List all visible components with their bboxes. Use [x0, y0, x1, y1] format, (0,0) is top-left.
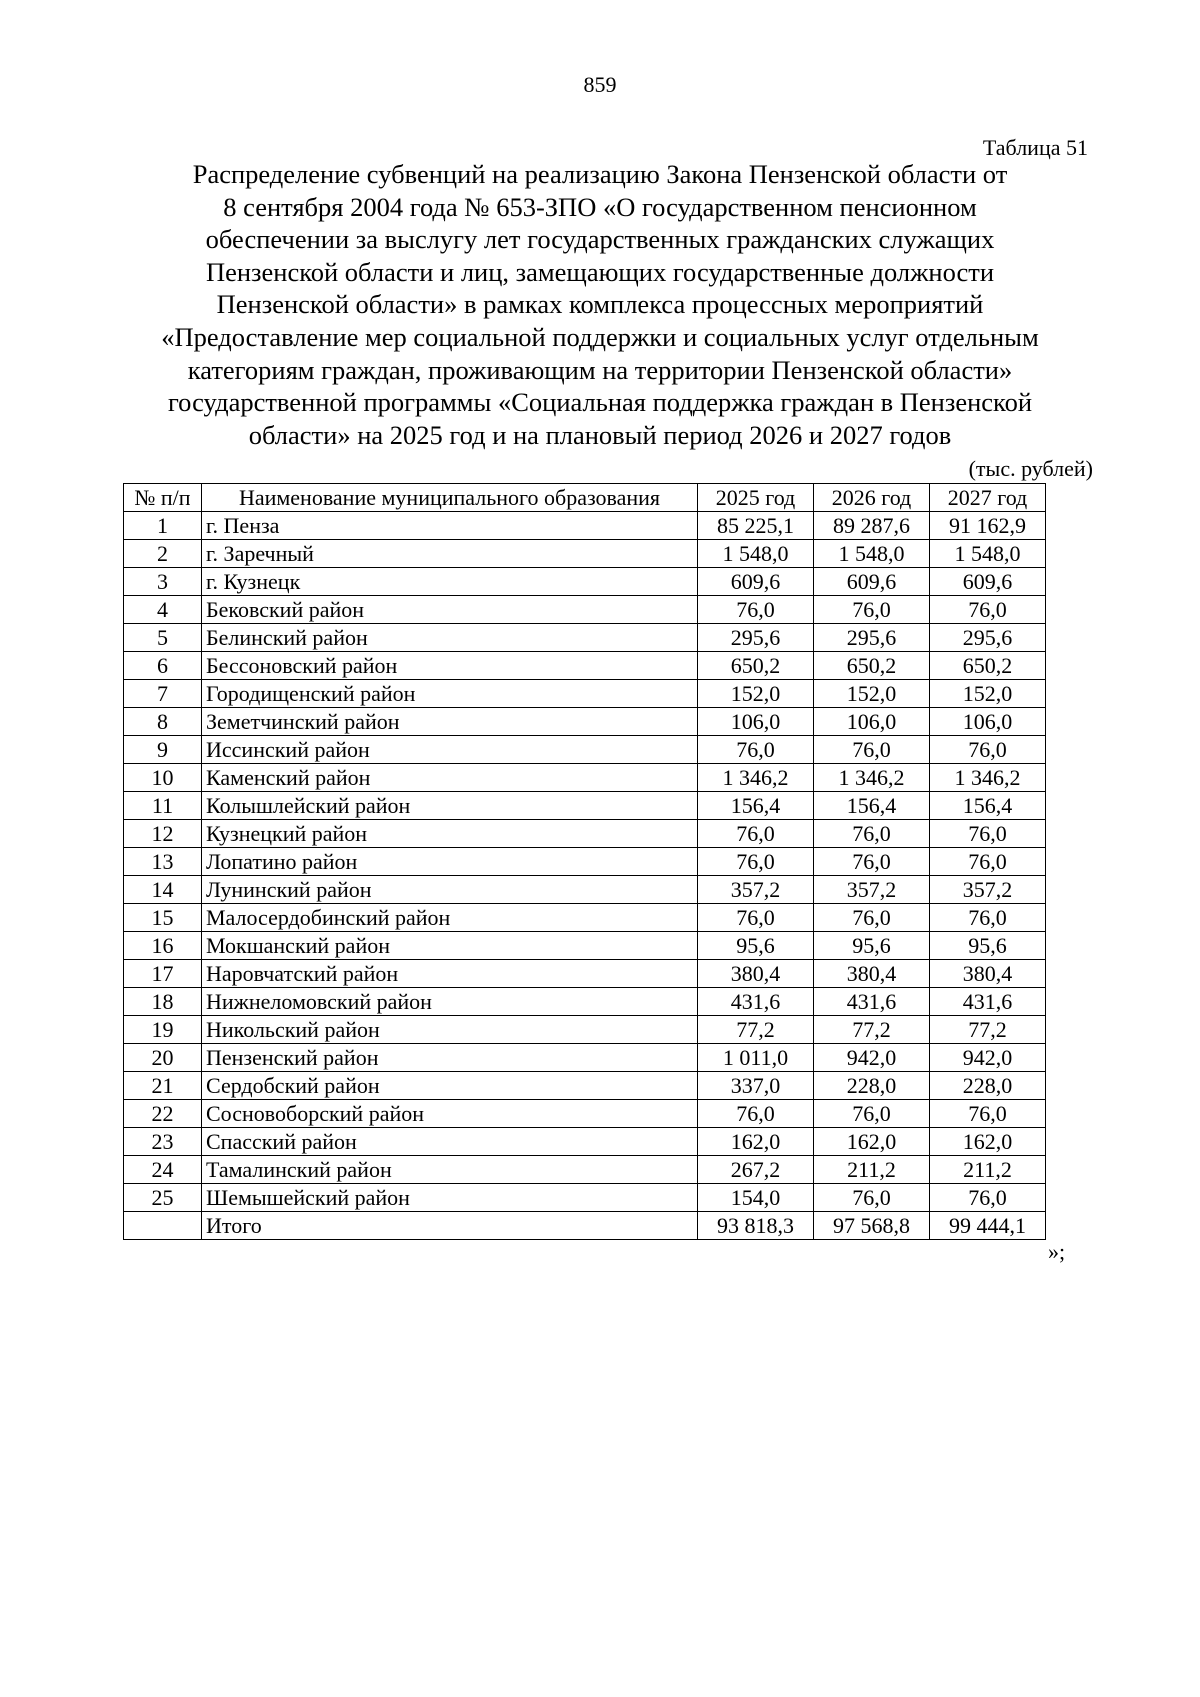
- municipality-name: Пензенский район: [202, 1044, 698, 1072]
- units-label: (тыс. рублей): [968, 456, 1093, 481]
- value-2026: 76,0: [814, 736, 930, 764]
- value-2025: 76,0: [698, 904, 814, 932]
- row-number: 16: [124, 932, 202, 960]
- municipality-name: Никольский район: [202, 1016, 698, 1044]
- value-2025: 295,6: [698, 624, 814, 652]
- value-2025: 1 548,0: [698, 540, 814, 568]
- value-2027: 76,0: [930, 736, 1046, 764]
- municipality-name: Белинский район: [202, 624, 698, 652]
- value-2026: 76,0: [814, 1100, 930, 1128]
- value-2026: 76,0: [814, 596, 930, 624]
- municipality-name: Бессоновский район: [202, 652, 698, 680]
- value-2025: 267,2: [698, 1156, 814, 1184]
- row-number: 6: [124, 652, 202, 680]
- table-row: [124, 736, 1046, 764]
- value-2025: 431,6: [698, 988, 814, 1016]
- heading-line: «Предоставление мер социальной поддержки и социальных услуг отдельным: [161, 321, 1039, 352]
- value-2025: 650,2: [698, 652, 814, 680]
- subvention-table: [123, 483, 1046, 1240]
- value-2025: 154,0: [698, 1184, 814, 1212]
- value-2027: 431,6: [930, 988, 1046, 1016]
- row-number: 10: [124, 764, 202, 792]
- municipality-name: Спасский район: [202, 1128, 698, 1156]
- row-number: 7: [124, 680, 202, 708]
- municipality-name: Иссинский район: [202, 736, 698, 764]
- municipality-name: Бековский район: [202, 596, 698, 624]
- row-number: 25: [124, 1184, 202, 1212]
- municipality-name: Лунинский район: [202, 876, 698, 904]
- value-2026: 156,4: [814, 792, 930, 820]
- value-2026: 76,0: [814, 1184, 930, 1212]
- value-2026: 106,0: [814, 708, 930, 736]
- value-2025: 337,0: [698, 1072, 814, 1100]
- value-2026: 77,2: [814, 1016, 930, 1044]
- value-2027: 1 548,0: [930, 540, 1046, 568]
- table-row: [124, 1016, 1046, 1044]
- value-2026: 380,4: [814, 960, 930, 988]
- value-2027: 152,0: [930, 680, 1046, 708]
- municipality-name: Кузнецкий район: [202, 820, 698, 848]
- table-heading: [110, 158, 1090, 451]
- value-2026: 76,0: [814, 904, 930, 932]
- value-2027: 156,4: [930, 792, 1046, 820]
- value-2027: 357,2: [930, 876, 1046, 904]
- value-2025: 1 346,2: [698, 764, 814, 792]
- value-2027: 76,0: [930, 904, 1046, 932]
- value-2026: 95,6: [814, 932, 930, 960]
- row-number: 14: [124, 876, 202, 904]
- value-2027: 76,0: [930, 848, 1046, 876]
- header-municipality: Наименование муниципального образования: [202, 484, 698, 512]
- value-2025: 152,0: [698, 680, 814, 708]
- header-2025: 2025 год: [698, 484, 814, 512]
- municipality-name: Наровчатский район: [202, 960, 698, 988]
- value-2026: 76,0: [814, 848, 930, 876]
- municipality-name: Земетчинский район: [202, 708, 698, 736]
- row-number: 9: [124, 736, 202, 764]
- table-row: [124, 1100, 1046, 1128]
- municipality-name: Сердобский район: [202, 1072, 698, 1100]
- table-row: [124, 848, 1046, 876]
- value-2027: 650,2: [930, 652, 1046, 680]
- table-row: [124, 708, 1046, 736]
- row-number: 13: [124, 848, 202, 876]
- table-row: [124, 1156, 1046, 1184]
- table-row: [124, 792, 1046, 820]
- municipality-name: Колышлейский район: [202, 792, 698, 820]
- value-2025: 106,0: [698, 708, 814, 736]
- value-2025: 609,6: [698, 568, 814, 596]
- row-number: 15: [124, 904, 202, 932]
- value-2027: 228,0: [930, 1072, 1046, 1100]
- municipality-name: Сосновоборский район: [202, 1100, 698, 1128]
- value-2027: 162,0: [930, 1128, 1046, 1156]
- row-number: 19: [124, 1016, 202, 1044]
- municipality-name: г. Заречный: [202, 540, 698, 568]
- heading-line: области» на 2025 год и на плановый период 2026 и 2027 годов: [248, 419, 952, 450]
- heading-line: Пензенской области» в рамках комплекса процессных мероприятий: [216, 289, 984, 320]
- value-2025: 77,2: [698, 1016, 814, 1044]
- municipality-name: Лопатино район: [202, 848, 698, 876]
- table-row: [124, 876, 1046, 904]
- table-row: [124, 1184, 1046, 1212]
- value-2027: 76,0: [930, 1100, 1046, 1128]
- value-2027: 211,2: [930, 1156, 1046, 1184]
- value-2027: 942,0: [930, 1044, 1046, 1072]
- value-2026: 152,0: [814, 680, 930, 708]
- value-2025: 76,0: [698, 820, 814, 848]
- row-number: 3: [124, 568, 202, 596]
- table-row: [124, 960, 1046, 988]
- value-2026: 357,2: [814, 876, 930, 904]
- value-2025: 76,0: [698, 736, 814, 764]
- table-row: [124, 652, 1046, 680]
- table-row: [124, 988, 1046, 1016]
- value-2027: 76,0: [930, 596, 1046, 624]
- value-2026: 228,0: [814, 1072, 930, 1100]
- value-2027: 295,6: [930, 624, 1046, 652]
- heading-line: Пензенской области и лиц, замещающих государственные должности: [205, 256, 995, 287]
- heading-line: Распределение субвенций на реализацию Закона Пензенской области от: [192, 159, 1008, 189]
- value-2026: 942,0: [814, 1044, 930, 1072]
- municipality-name: Шемышейский район: [202, 1184, 698, 1212]
- header-number: № п/п: [124, 484, 202, 512]
- value-2025: 162,0: [698, 1128, 814, 1156]
- table-row: [124, 596, 1046, 624]
- heading-line: государственной программы «Социальная поддержка граждан в Пензенской: [167, 387, 1033, 418]
- table-row: [124, 540, 1046, 568]
- municipality-name: Городищенский район: [202, 680, 698, 708]
- heading-line: 8 сентября 2004 года № 653-ЗПО «О государственном пенсионном: [223, 191, 977, 222]
- header-2027: 2027 год: [930, 484, 1046, 512]
- table-row: [124, 624, 1046, 652]
- total-2026: 97 568,8: [814, 1212, 930, 1240]
- total-2025: 93 818,3: [698, 1212, 814, 1240]
- table-row: [124, 1128, 1046, 1156]
- municipality-name: г. Пенза: [202, 512, 698, 540]
- value-2026: 431,6: [814, 988, 930, 1016]
- table-row: [124, 1044, 1046, 1072]
- value-2025: 85 225,1: [698, 512, 814, 540]
- row-number: 22: [124, 1100, 202, 1128]
- total-number: [124, 1212, 202, 1240]
- value-2025: 76,0: [698, 596, 814, 624]
- row-number: 5: [124, 624, 202, 652]
- header-2026: 2026 год: [814, 484, 930, 512]
- row-number: 24: [124, 1156, 202, 1184]
- table-header-row: [124, 484, 1046, 512]
- row-number: 8: [124, 708, 202, 736]
- municipality-name: Малосердобинский район: [202, 904, 698, 932]
- value-2026: 609,6: [814, 568, 930, 596]
- table-row: [124, 1072, 1046, 1100]
- value-2026: 89 287,6: [814, 512, 930, 540]
- value-2025: 156,4: [698, 792, 814, 820]
- table-row: [124, 904, 1046, 932]
- total-2027: 99 444,1: [930, 1212, 1046, 1240]
- value-2027: 91 162,9: [930, 512, 1046, 540]
- row-number: 20: [124, 1044, 202, 1072]
- value-2025: 357,2: [698, 876, 814, 904]
- value-2026: 162,0: [814, 1128, 930, 1156]
- table-total-row: [124, 1212, 1046, 1240]
- value-2027: 106,0: [930, 708, 1046, 736]
- municipality-name: Тамалинский район: [202, 1156, 698, 1184]
- page-number: 859: [583, 72, 617, 97]
- value-2025: 95,6: [698, 932, 814, 960]
- table-row: [124, 568, 1046, 596]
- table-row: [124, 820, 1046, 848]
- table-row: [124, 764, 1046, 792]
- row-number: 17: [124, 960, 202, 988]
- heading-line: категориям граждан, проживающим на территории Пензенской области»: [187, 354, 1013, 385]
- closing-quote-mark: »;: [1048, 1239, 1066, 1264]
- municipality-name: Нижнеломовский район: [202, 988, 698, 1016]
- value-2027: 76,0: [930, 1184, 1046, 1212]
- municipality-name: г. Кузнецк: [202, 568, 698, 596]
- municipality-name: Каменский район: [202, 764, 698, 792]
- value-2025: 76,0: [698, 848, 814, 876]
- value-2026: 1 346,2: [814, 764, 930, 792]
- value-2027: 77,2: [930, 1016, 1046, 1044]
- value-2027: 1 346,2: [930, 764, 1046, 792]
- row-number: 11: [124, 792, 202, 820]
- table-row: [124, 512, 1046, 540]
- row-number: 2: [124, 540, 202, 568]
- row-number: 23: [124, 1128, 202, 1156]
- value-2026: 1 548,0: [814, 540, 930, 568]
- row-number: 21: [124, 1072, 202, 1100]
- total-label: Итого: [202, 1212, 698, 1240]
- row-number: 12: [124, 820, 202, 848]
- row-number: 4: [124, 596, 202, 624]
- table-body: [124, 512, 1046, 1212]
- value-2026: 650,2: [814, 652, 930, 680]
- value-2026: 295,6: [814, 624, 930, 652]
- table-row: [124, 680, 1046, 708]
- row-number: 18: [124, 988, 202, 1016]
- table-row: [124, 932, 1046, 960]
- value-2025: 1 011,0: [698, 1044, 814, 1072]
- heading-line: обеспечении за выслугу лет государственных гражданских служащих: [205, 224, 995, 255]
- municipality-name: Мокшанский район: [202, 932, 698, 960]
- table-label: Таблица 51: [982, 135, 1088, 160]
- value-2027: 380,4: [930, 960, 1046, 988]
- value-2027: 609,6: [930, 568, 1046, 596]
- value-2025: 380,4: [698, 960, 814, 988]
- value-2025: 76,0: [698, 1100, 814, 1128]
- value-2027: 76,0: [930, 820, 1046, 848]
- value-2026: 211,2: [814, 1156, 930, 1184]
- value-2027: 95,6: [930, 932, 1046, 960]
- row-number: 1: [124, 512, 202, 540]
- value-2026: 76,0: [814, 820, 930, 848]
